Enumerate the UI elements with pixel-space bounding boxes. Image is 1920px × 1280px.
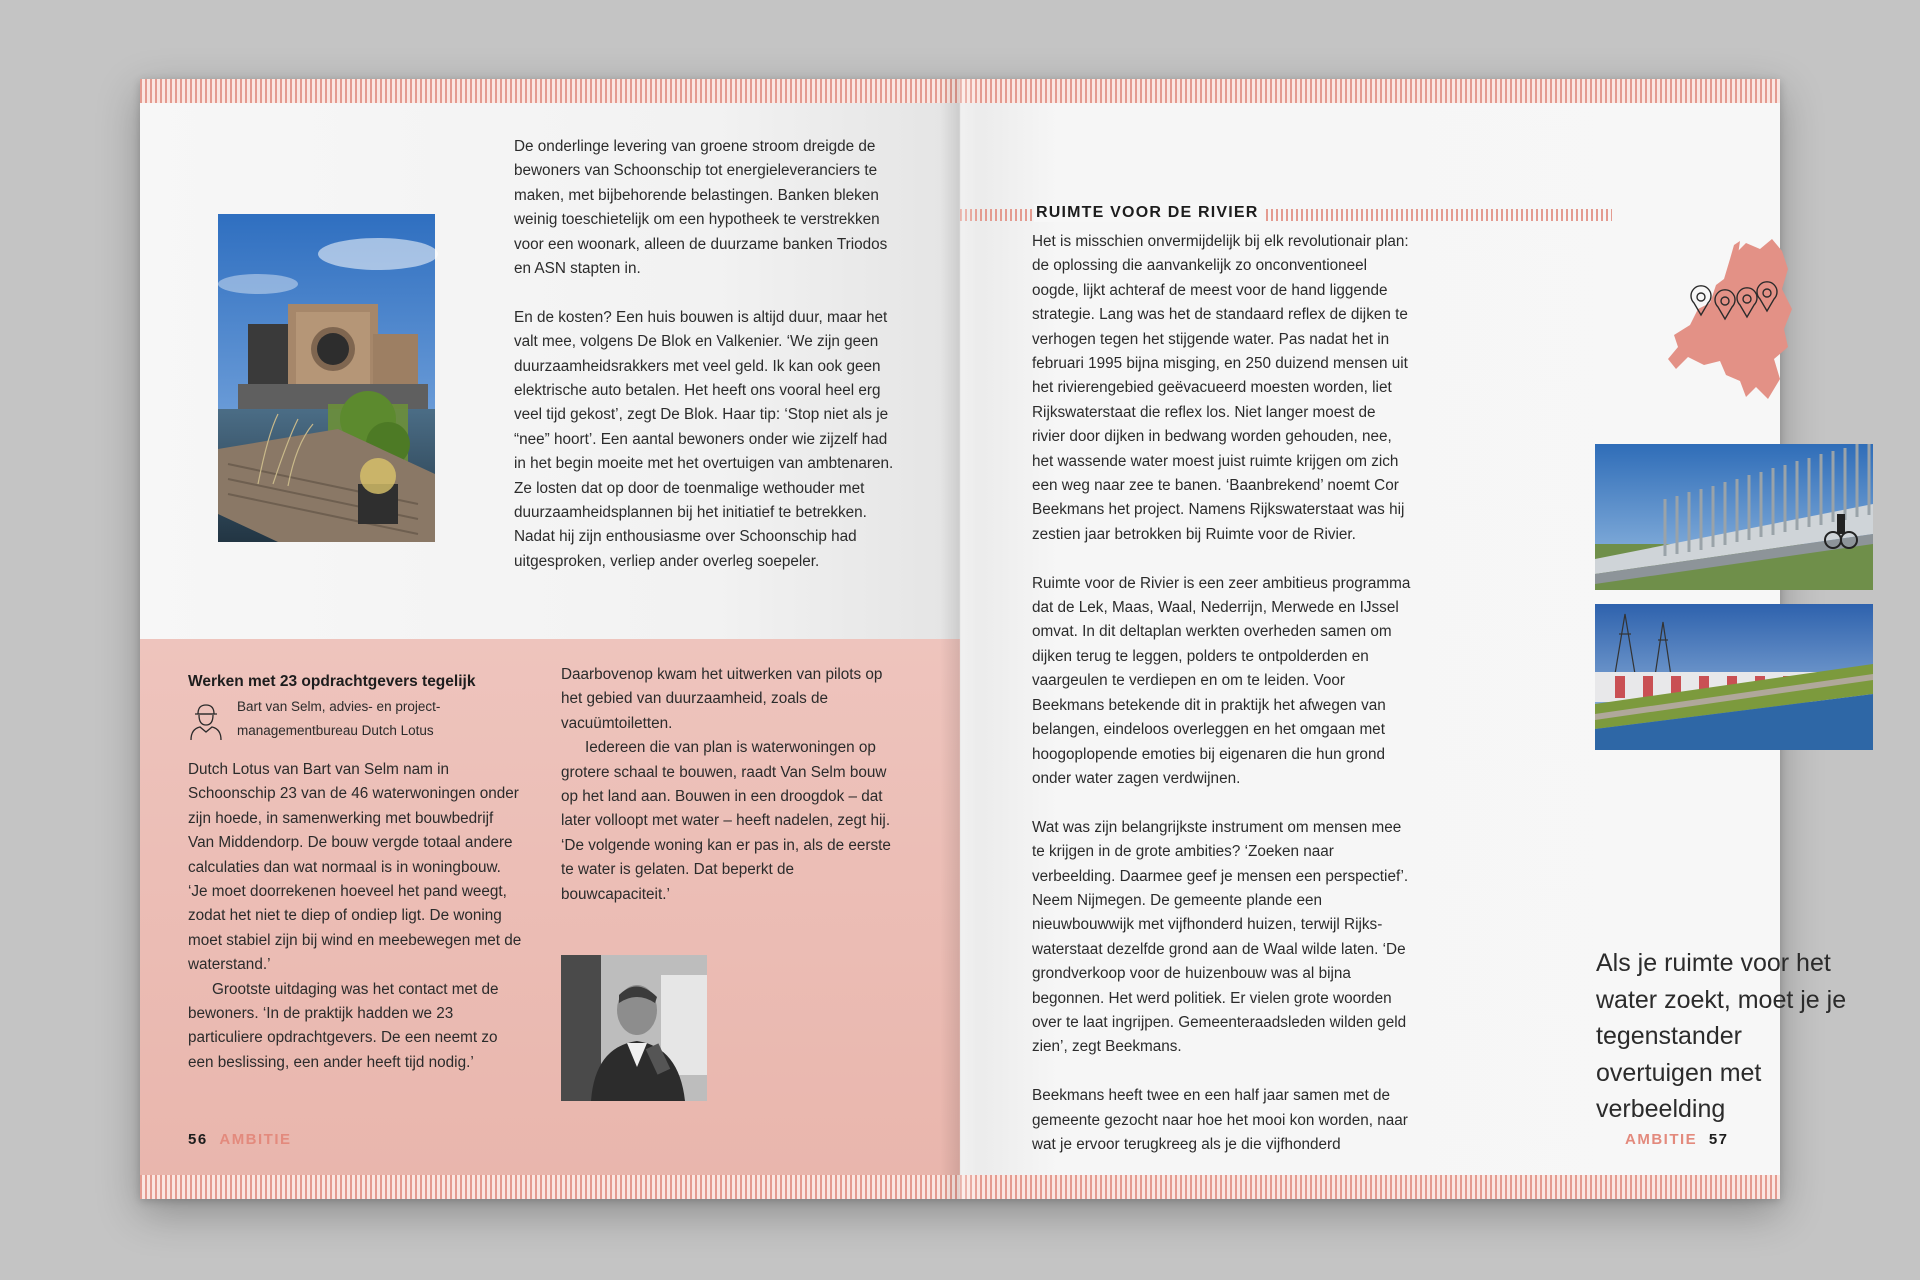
right-page (960, 79, 1847, 1199)
page-number: 57 (1708, 1131, 1729, 1148)
box-column-2 (561, 663, 901, 907)
top-stripe-border (960, 79, 1780, 103)
page-folio-left (188, 1131, 292, 1148)
bridge-photo (1595, 444, 1873, 590)
netherlands-map-icon (1660, 229, 1820, 409)
right-column-text (1032, 230, 1412, 1182)
paragraph: Dutch Lotus van Bart van Selm nam in Schoonschip 23 van de 46 waterwoningen onder zijn hoede, in samenwerking met bouwbedrijf Van Middendorp. De bouw vergde totaal andere calculaties dan wat normaal is in woningbouw. ‘Je moet doorrekenen hoeveel het pand weegt, zodat het niet te diep of ondiep ligt. De woning moet stabiel zijn bij wind en meebewegen met de waterstand.’ (188, 761, 522, 974)
heading-stripe-bar (1266, 209, 1612, 221)
byline (188, 695, 440, 743)
paragraph: Ruimte voor de Rivier is een zeer ambitieus programma dat de Lek, Maas, Waal, Nederrijn, Merwede en IJssel omvat. In dit deltaplan werkten overheden samen om dijken terug te leggen, polders te ontpolderden en vaargeulen te verdiepen en om te leiden. Voor Beekmans betekende dit in praktijk het afwegen van belangen, eindeloos overleggen en het omgaan met hoogoplopende emoties bij eigenaren die hun grond onder water zagen verdwijnen. (1032, 574, 1411, 787)
box-column-1 (188, 758, 523, 1075)
paragraph: En de kosten? Een huis bouwen is altijd duur, maar het valt mee, volgens De Blok en Valkenier. ‘We zijn geen duurzaamheidsrakkers met veel geld. Ik kan ook geen elektrische auto betalen. Het heeft ons vooral heel erg veel tijd gekost’, zegt De Blok. Haar tip: ‘Stop niet als je “nee” hoort’. Een aantal bewoners onder wie zijzelf had in het begin moeite met het overtuigen van ambtenaren. Ze losten dat op door de toenmalige wethouder met duurzaamheidsplannen bij het initiatief te betrekken. Nadat hij zijn enthousiasme over Schoonschip had uitgesproken, verliep ander overleg soepeler. (514, 308, 894, 570)
section-heading (960, 204, 1780, 226)
paragraph: De onderlinge levering van groene stroom dreigde de bewoners van Schoonschip tot energieleveranciers te maken, met bijbehorende belastingen. Banken bleken weinig toeschietelijk om een hypotheek te verstrekken voor een woonark, alleen de duurzame banken Triodos en ASN stapten in. (514, 138, 888, 278)
page-folio-right (1625, 1131, 1729, 1148)
river-weir-photo (1595, 604, 1873, 750)
page-number: 56 (188, 1131, 208, 1148)
paragraph: Het is misschien onvermijdelijk bij elk revolutionair plan: de oplossing die aanvankelijk zo onconventioneel oogde, lijkt achteraf de meest voor de hand liggende strategie. Lang was het de standaard reflex de dijken te verhogen tegen het stijgende water. Pas nadat het in februari 1995 bijna misging, en 250 duizend mensen uit het rivierengebied geëvacueerd moesten worden, liet Rijkswaterstaat die reflex los. Niet langer moest de rivier door dijken in bedwang worden gehouden, nee, het wassende water moest juist ruimte krijgen om zich een weg naar zee te banen. ‘Baanbrekend’ noemt Cor Beekmans het project. Namens Rijkswaterstaat was hij zestien jaar betrokken bij Ruimte voor de Rivier. (1032, 233, 1409, 543)
paragraph: Grootste uitdaging was het contact met de bewoners. ‘In de praktijk hadden we 23 particuliere opdrachtgevers. De een neemt zo een beslissing, een ander heeft tijd nodig.’ (188, 980, 499, 1071)
left-page (140, 79, 960, 1199)
byline-line: Bart van Selm, advies- en project- (237, 699, 441, 714)
paragraph: Beekmans heeft twee en een half jaar samen met de gemeente gezocht naar hoe het mooi kon worden, naar wat je ervoor terugkreeg als je die vijfhonderd (1032, 1087, 1408, 1153)
paragraph: Iedereen die van plan is waterwoningen op grotere schaal te bouwen, raadt Van Selm bouw op het land aan. Bouwen in een droogdok – dat later volloopt met water – heeft nadelen, zegt hij. ‘De volgende woning kan er pas in, als de eerste te water is gelaten. Dat beperkt de bouwcapaciteit.’ (561, 739, 891, 903)
pull-quote: Als je ruimte voor het water zoekt, moet je je tegenstander overtuigen met verbeelding (1596, 949, 1847, 1123)
magazine-spread (140, 79, 1847, 1199)
paragraph: Daarbovenop kwam het uitwerken van pilots op het gebied van duurzaamheid, zoals de vacuümtoiletten. (561, 666, 883, 732)
byline-line: managementbureau Dutch Lotus (237, 723, 434, 738)
floating-house-photo (218, 214, 435, 542)
section-title: RUIMTE VOOR DE RIVIER (1036, 204, 1259, 221)
bottom-stripe-border (960, 1175, 1780, 1199)
paragraph: Wat was zijn belangrijkste instrument om mensen mee te krijgen in de grote ambities? ‘Zoeken naar verbeelding. Daarmee geef je mensen een perspectief’. Neem Nijmegen. De gemeente plande een nieuwbouwwijk met vijfhonderd huizen, terwijl Rijkswaterstaat dezelfde grond aan de Waal wilde laten. ‘De grondverkoop voor de huizenbouw was al bijna begonnen. Het werd politiek. Er vielen grote woorden over te laat ingrijpen. Gemeenteraadsleden wilden geld zien’, zegt Beekmans. (1032, 818, 1409, 1056)
top-stripe-border (140, 79, 960, 103)
heading-stripe-bar (960, 209, 1032, 221)
left-column-text (514, 135, 894, 599)
section-label: AMBITIE (219, 1131, 292, 1148)
bottom-stripe-border (140, 1175, 960, 1199)
box-title: Werken met 23 opdrachtgevers tegelijk (188, 673, 476, 690)
section-label: AMBITIE (1625, 1131, 1698, 1148)
portrait-photo (561, 955, 707, 1101)
